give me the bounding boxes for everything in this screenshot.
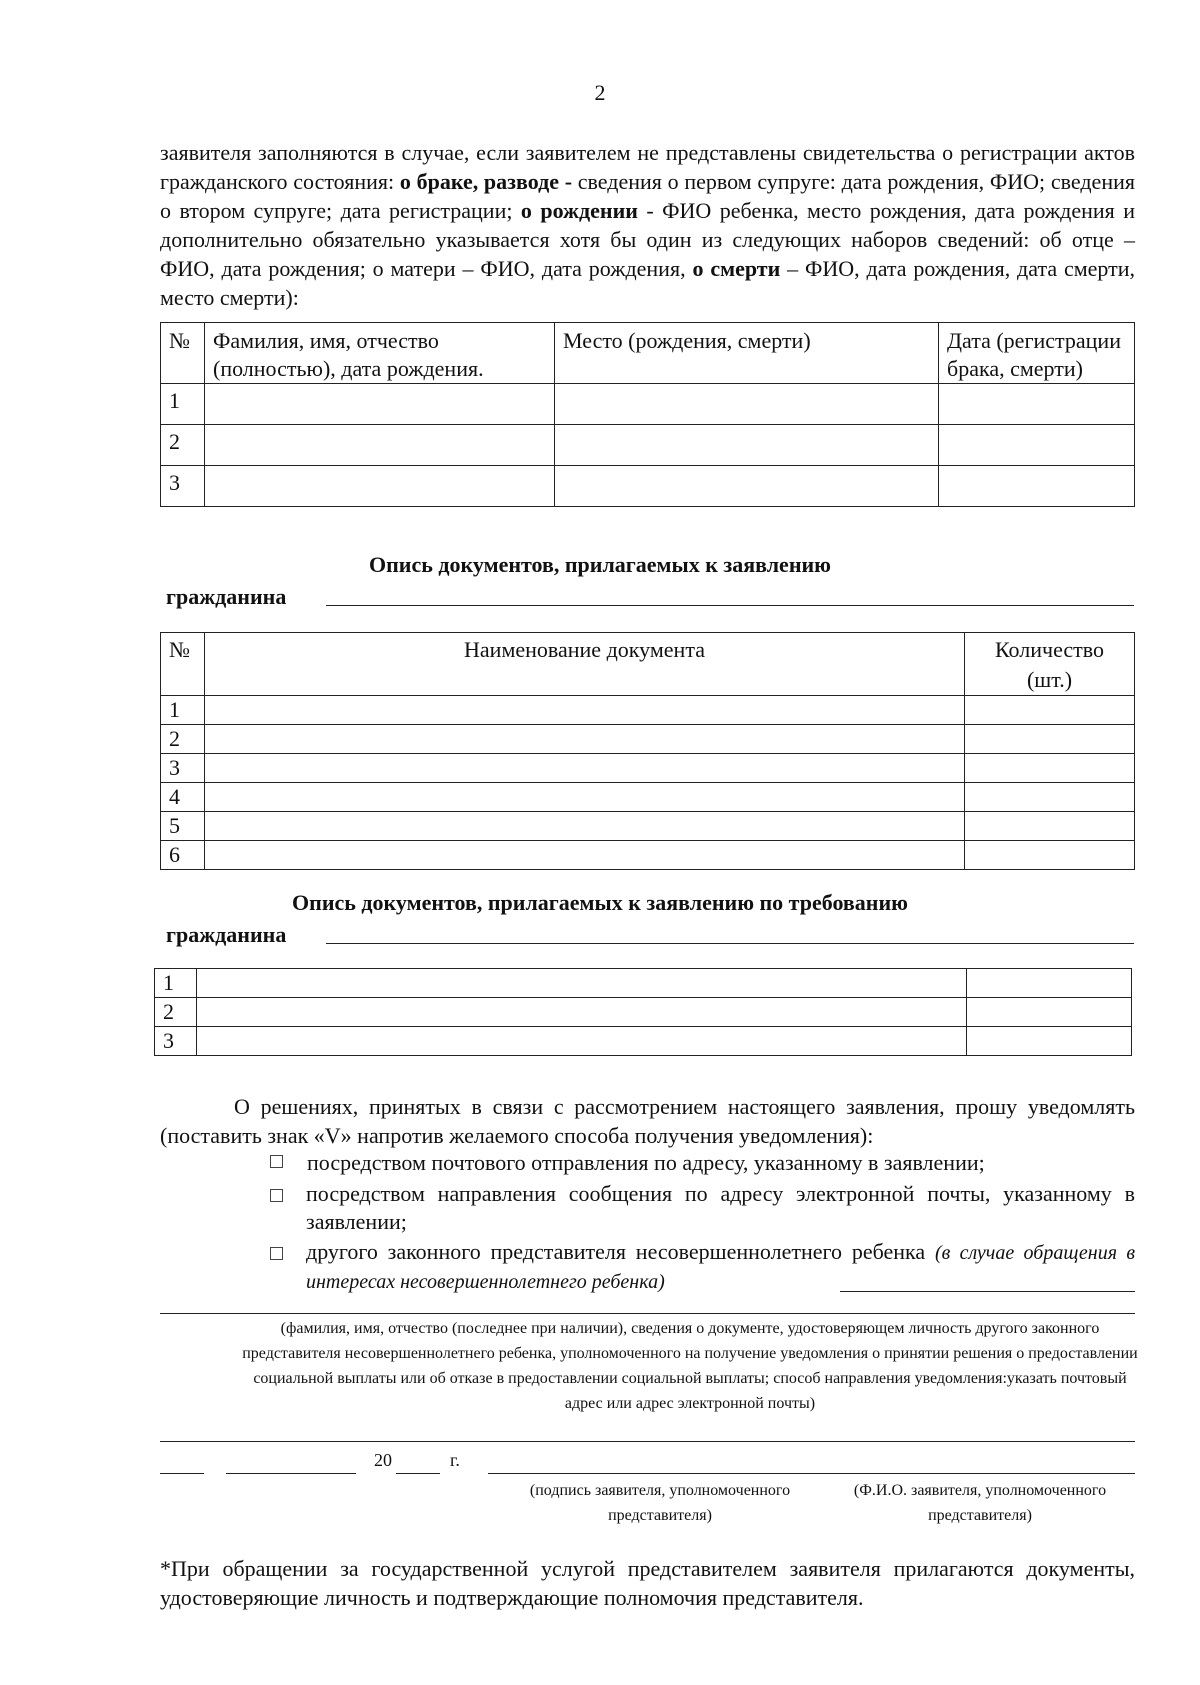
cell-name[interactable] bbox=[205, 425, 555, 466]
cell-quantity[interactable] bbox=[965, 812, 1135, 841]
table-row bbox=[161, 384, 1135, 425]
col-quantity-header: Количество (шт.) bbox=[965, 633, 1135, 696]
intro-paragraph bbox=[160, 138, 1135, 312]
cell-place[interactable] bbox=[555, 466, 939, 507]
cell-document[interactable] bbox=[197, 969, 967, 998]
table-row bbox=[161, 725, 1135, 754]
row-number: 1 bbox=[155, 969, 197, 998]
row-number: 2 bbox=[161, 725, 205, 754]
cell-quantity[interactable] bbox=[965, 841, 1135, 870]
intro-text-1: заявителя заполняются в случае, если заявителем не представлены свидетельства о регистрации актов гражданского состояния: bbox=[160, 140, 1135, 194]
cell-quantity[interactable] bbox=[967, 969, 1132, 998]
cell-quantity[interactable] bbox=[965, 783, 1135, 812]
row-number: 5 bbox=[161, 812, 205, 841]
representative-caption: (фамилия, имя, отчество (последнее при наличии), сведения о документе, удостоверяющем личность другого законного представителя несовершеннолетнего ребенка, уполномоченного на получение уведомления о принятии решения о предоставлении социальной выплаты или об отказе в предоставлении социальной выплаты; способ направления уведомления:указать почтовый адрес или адрес электронной почты) bbox=[242, 1320, 1138, 1412]
table-row bbox=[161, 466, 1135, 507]
intro-bold-death: о смерти bbox=[692, 256, 781, 281]
cell-name[interactable] bbox=[205, 384, 555, 425]
table-row bbox=[161, 841, 1135, 870]
table-row bbox=[155, 969, 1132, 998]
table-row bbox=[161, 696, 1135, 725]
notify-option-email-label: посредством направления сообщения по адресу электронной почты, указанному в заявлении; bbox=[306, 1181, 1135, 1234]
inventory1-label: гражданина bbox=[166, 584, 287, 609]
checkbox-mail[interactable] bbox=[270, 1155, 283, 1168]
intro-bold-birth: о рождении bbox=[520, 198, 638, 223]
row-number: 1 bbox=[161, 384, 205, 425]
col-number-header: № bbox=[161, 323, 205, 384]
representative-line[interactable] bbox=[840, 1290, 1135, 1292]
cell-document[interactable] bbox=[205, 841, 965, 870]
col-place-header: Место (рождения, смерти) bbox=[555, 323, 939, 384]
cell-document[interactable] bbox=[205, 812, 965, 841]
cell-document[interactable] bbox=[205, 725, 965, 754]
cell-quantity[interactable] bbox=[967, 998, 1132, 1027]
notify-option-mail-label: посредством почтового отправления по адресу, указанному в заявлении; bbox=[307, 1150, 985, 1175]
cell-document[interactable] bbox=[205, 754, 965, 783]
citizen-name-line-1[interactable] bbox=[326, 604, 1134, 606]
row-number: 3 bbox=[155, 1027, 197, 1056]
cell-quantity[interactable] bbox=[967, 1027, 1132, 1056]
table-header-row bbox=[161, 323, 1135, 384]
row-number: 1 bbox=[161, 696, 205, 725]
col-name-header: Фамилия, имя, отчество (полностью), дата рождения. bbox=[205, 323, 555, 384]
cell-date[interactable] bbox=[939, 384, 1135, 425]
notify-option-email bbox=[270, 1180, 1135, 1236]
table-row bbox=[161, 812, 1135, 841]
date-day-line[interactable] bbox=[160, 1472, 204, 1474]
cell-quantity[interactable] bbox=[965, 754, 1135, 783]
cell-document[interactable] bbox=[205, 696, 965, 725]
page-number: 2 bbox=[594, 80, 606, 105]
table-row bbox=[155, 998, 1132, 1027]
row-number: 4 bbox=[161, 783, 205, 812]
signature-caption: (подпись заявителя, уполномоченного представителя) bbox=[529, 1482, 791, 1524]
intro-text-2: сведения о первом супруге: дата рождения, ФИО; сведения о втором супруге; дата регистрации; bbox=[160, 169, 1135, 223]
row-number: 2 bbox=[155, 998, 197, 1027]
intro-bold-marriage: о браке, разводе - bbox=[399, 169, 578, 194]
table-row bbox=[161, 754, 1135, 783]
inventory2-label: гражданина bbox=[166, 922, 287, 947]
notify-option-representative-label: другого законного представителя несовершеннолетнего ребенка bbox=[306, 1239, 935, 1264]
cell-place[interactable] bbox=[555, 425, 939, 466]
date-month-line[interactable] bbox=[226, 1472, 356, 1474]
signature-line[interactable] bbox=[488, 1472, 1135, 1474]
inventory1-title: Опись документов, прилагаемых к заявлению bbox=[369, 552, 831, 577]
row-number: 3 bbox=[161, 754, 205, 783]
cell-name[interactable] bbox=[205, 466, 555, 507]
cell-date[interactable] bbox=[939, 425, 1135, 466]
cell-place[interactable] bbox=[555, 384, 939, 425]
col-document-header: Наименование документа bbox=[205, 633, 965, 696]
cell-quantity[interactable] bbox=[965, 725, 1135, 754]
col-date-header: Дата (регистрации брака, смерти) bbox=[939, 323, 1135, 384]
cell-document[interactable] bbox=[197, 1027, 967, 1056]
civil-records-table bbox=[160, 322, 1135, 507]
requested-documents-table bbox=[154, 968, 1132, 1056]
cell-quantity[interactable] bbox=[965, 696, 1135, 725]
date-year-suffix: г. bbox=[450, 1450, 460, 1470]
notify-paragraph: О решениях, принятых в связи с рассмотрением настоящего заявления, прошу уведомлять (поставить знак «V» напротив желаемого способа получения уведомления): bbox=[160, 1094, 1135, 1148]
table-row bbox=[161, 783, 1135, 812]
row-number: 3 bbox=[161, 466, 205, 507]
documents-table bbox=[160, 632, 1135, 870]
row-number: 6 bbox=[161, 841, 205, 870]
table-row bbox=[161, 425, 1135, 466]
table-header-row bbox=[161, 633, 1135, 696]
date-year-line[interactable] bbox=[396, 1472, 440, 1474]
footnote: *При обращении за государственной услугой представителем заявителя прилагаются документы, удостоверяющие личность и подтверждающие полномочия представителя. bbox=[160, 1556, 1135, 1610]
row-number: 2 bbox=[161, 425, 205, 466]
notify-option-representative bbox=[270, 1238, 1135, 1296]
checkbox-email[interactable] bbox=[270, 1189, 283, 1202]
notify-option-representative-note: (в случае обращения в интересах несовершеннолетнего ребенка) bbox=[306, 1242, 1135, 1293]
citizen-name-line-2[interactable] bbox=[326, 942, 1134, 944]
representative-details-line[interactable] bbox=[160, 1312, 1135, 1314]
fio-caption: (Ф.И.О. заявителя, уполномоченного представителя) bbox=[853, 1482, 1107, 1524]
table-row bbox=[155, 1027, 1132, 1056]
caption-bottom-line bbox=[160, 1440, 1135, 1442]
inventory2-title: Опись документов, прилагаемых к заявлению по требованию bbox=[292, 890, 908, 915]
notify-option-mail bbox=[270, 1149, 1135, 1177]
intro-text-4: – ФИО, дата рождения, дата смерти, место смерти): bbox=[160, 256, 1135, 310]
cell-document[interactable] bbox=[205, 783, 965, 812]
intro-text-3: - ФИО ребенка, место рождения, дата рождения и дополнительно обязательно указывается хотя бы один из следующих наборов сведений: об отце – ФИО, дата рождения; о матери – ФИО, дата рождения, bbox=[160, 198, 1136, 281]
cell-date[interactable] bbox=[939, 466, 1135, 507]
checkbox-representative[interactable] bbox=[270, 1247, 283, 1260]
date-year-prefix: 20 bbox=[374, 1450, 392, 1470]
cell-document[interactable] bbox=[197, 998, 967, 1027]
col-number-header: № bbox=[161, 633, 205, 696]
